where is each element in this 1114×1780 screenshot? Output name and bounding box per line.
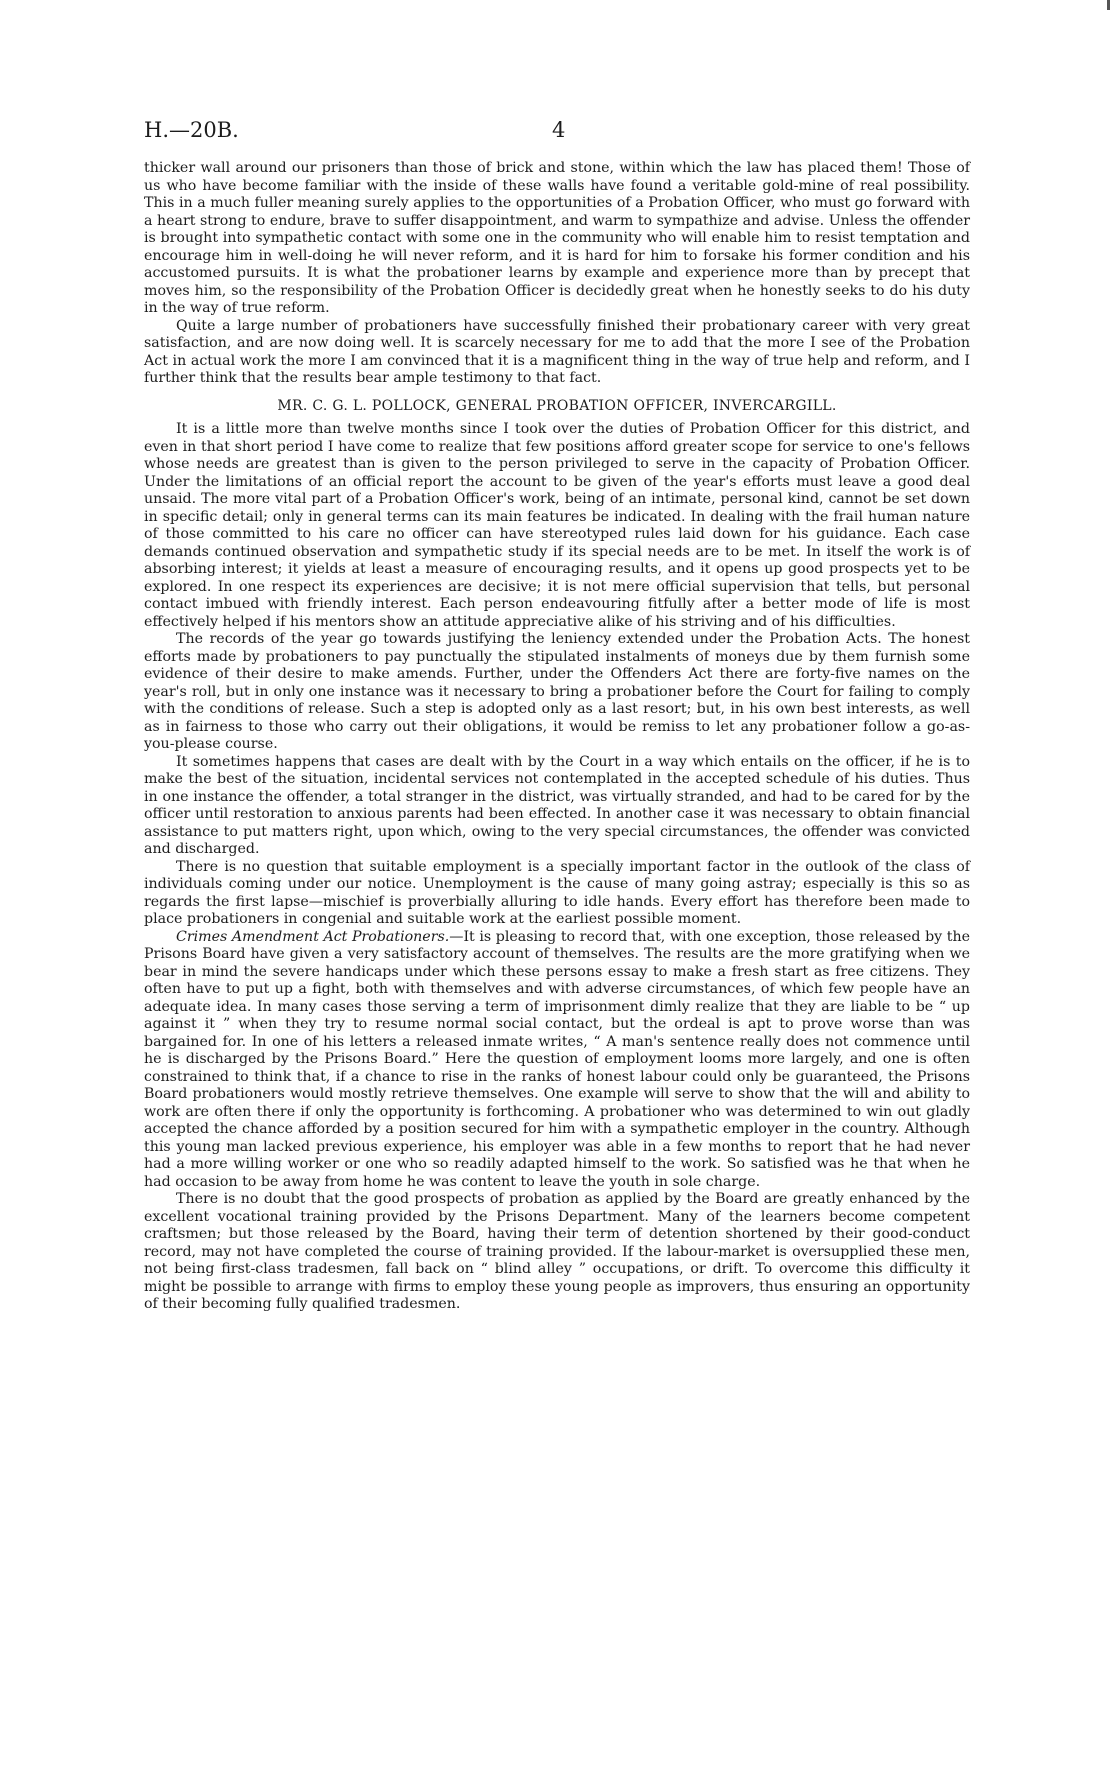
page-body — [144, 160, 970, 1314]
paragraph-4: The records of the year go towards justifying the leniency extended under the Probation Acts. The honest efforts made by probationers to pay punctually the stipulated instalments of moneys due by them furnish some evidence of their desire to make amends. Further, under the Offenders Act there are forty-five names on the year's roll, but in only one instance was it necessary to bring a probationer before the Court for failing to comply with the conditions of release. Such a step is adopted only as a last resort; but, in his own best interests, as well as in fairness to those who carry out their obligations, it would be remiss to let any probationer follow a go-as-you-please course. — [144, 631, 970, 752]
paragraph-2: Quite a large number of probationers have successfully finished their probationary career with very great satisfaction, and are now doing well. It is scarcely necessary for me to add that the more I see of the Probation Act in actual work the more I am convinced that it is a magnificent thing in the way of true help and reform, and I further think that the results bear ample testimony to that fact. — [144, 317, 970, 386]
paragraph-3: It is a little more than twelve months since I took over the duties of Probation Officer for this district, and even in that short period I have come to realize that few positions afford greater scope for service to one's fellows whose needs are greatest than is given to the person privileged to serve in the capacity of Probation Officer. Under the limitations of an official report the account to be given of the year's efforts must leave a good deal unsaid. The more vital part of a Probation Officer's work, being of an intimate, personal kind, cannot be set down in specific detail; only in general terms can its main features be indicated. In dealing with the frail human nature of those committed to his care no officer can have stereotyped rules laid down for his guidance. Each case demands continued observation and sympathetic study if its special needs are to be met. In itself the work is of absorbing interest; it yields at least a measure of encouraging results, and it opens up good prospects yet to be explored. In one respect its experiences are decisive; it is not mere official supervision that tells, but personal contact imbued with friendly interest. Each person endeavouring fitfully after a better mode of life is most effectively helped if his mentors show an attitude appreciative alike of his striving and of his difficulties. — [144, 421, 970, 630]
paragraph-7-title: Crimes Amendment Act Probationers. — [176, 928, 450, 945]
paragraph-7-text: —It is pleasing to record that, with one exception, those released by the Prisons Board have given a very satisfactory account of themselves. The results are the more gratifying when we bear in mind the severe handicaps under which these persons essay to make a fresh start as free citizens. They often have to put up a fight, both with themselves and with adverse circumstances, of which few people have an adequate idea. In many cases those serving a term of imprisonment dimly realize that they are liable to be “ up against it ” when they try to resume normal social contact, but the ordeal is apt to prove worse than was bargained for. In one of his letters a released inmate writes, “ A man's sentence really does not commence until he is discharged by the Prisons Board.” Here the question of employment looms more largely, and one is often constrained to think that, if a chance to rise in the ranks of honest labour could only be guaranteed, the Prisons Board probationers would mostly retrieve themselves. One example will serve to show that the will and ability to work are often there if only the opportunity is forthcoming. A probationer who was determined to win out gladly accepted the chance afforded by a position secured for him with a sympathetic employer in the country. Although this young man lacked previous experience, his employer was able in a few months to report that he had never had a more willing worker or one who so readily adapted himself to the work. So satisfied was he that when he had occasion to be away from home he was content to leave the youth in sole charge. — [144, 928, 970, 1190]
page-number: 4 — [552, 118, 566, 142]
paragraph-6: There is no question that suitable employment is a specially important factor in the outlook of the class of individuals coming under our notice. Unemployment is the cause of many going astray; especially is this so as regards the first lapse—mischief is proverbially alluring to idle hands. Every effort has therefore been made to place probationers in congenial and suitable work at the earliest possible moment. — [144, 858, 970, 927]
paragraph-7 — [144, 929, 970, 1192]
page-header — [144, 118, 970, 148]
scan-mark — [1107, 0, 1110, 10]
section-heading: MR. C. G. L. POLLOCK, GENERAL PROBATION OFFICER, INVERCARGILL. — [277, 397, 837, 414]
paragraph-8: There is no doubt that the good prospects of probation as applied by the Board are greatly enhanced by the excellent vocational training provided by the Prisons Department. Many of the learners become competent craftsmen; but those released by the Board, having their term of detention shortened by their good-conduct record, may not have completed the course of training provided. If the labour-market is oversupplied these men, not being first-class tradesmen, fall back on “ blind alley ” occupations, or drift. To overcome this difficulty it might be possible to arrange with firms to employ these young people as improvers, thus ensuring an opportunity of their becoming fully qualified tradesmen. — [144, 1191, 970, 1312]
paragraph-5: It sometimes happens that cases are dealt with by the Court in a way which entails on the officer, if he is to make the best of the situation, incidental services not contemplated in the accepted schedule of his duties. Thus in one instance the offender, a total stranger in the district, was virtually stranded, and had to be cared for by the officer until restoration to anxious parents had been effected. In another case it was necessary to obtain financial assistance to put matters right, upon which, owing to the very special circumstances, the offender was convicted and discharged. — [144, 753, 970, 857]
paragraph-1: thicker wall around our prisoners than those of brick and stone, within which the law has placed them! Those of us who have become familiar with the inside of these walls have found a veritable gold-mine of real possibility. This in a much fuller meaning surely applies to the opportunities of a Probation Officer, who must go forward with a heart strong to endure, brave to suffer disappointment, and warm to sympathize and advise. Unless the offender is brought into sympathetic contact with some one in the community who will enable him to resist temptation and encourage him in well-doing he will never reform, and it is hard for him to forsake his former condition and his accustomed pursuits. It is what the probationer learns by example and experience more than by precept that moves him, so the responsibility of the Probation Officer is decidedly great when he honestly seeks to do his duty in the way of true reform. — [144, 160, 970, 316]
document-reference: H.—20B. — [144, 118, 239, 142]
